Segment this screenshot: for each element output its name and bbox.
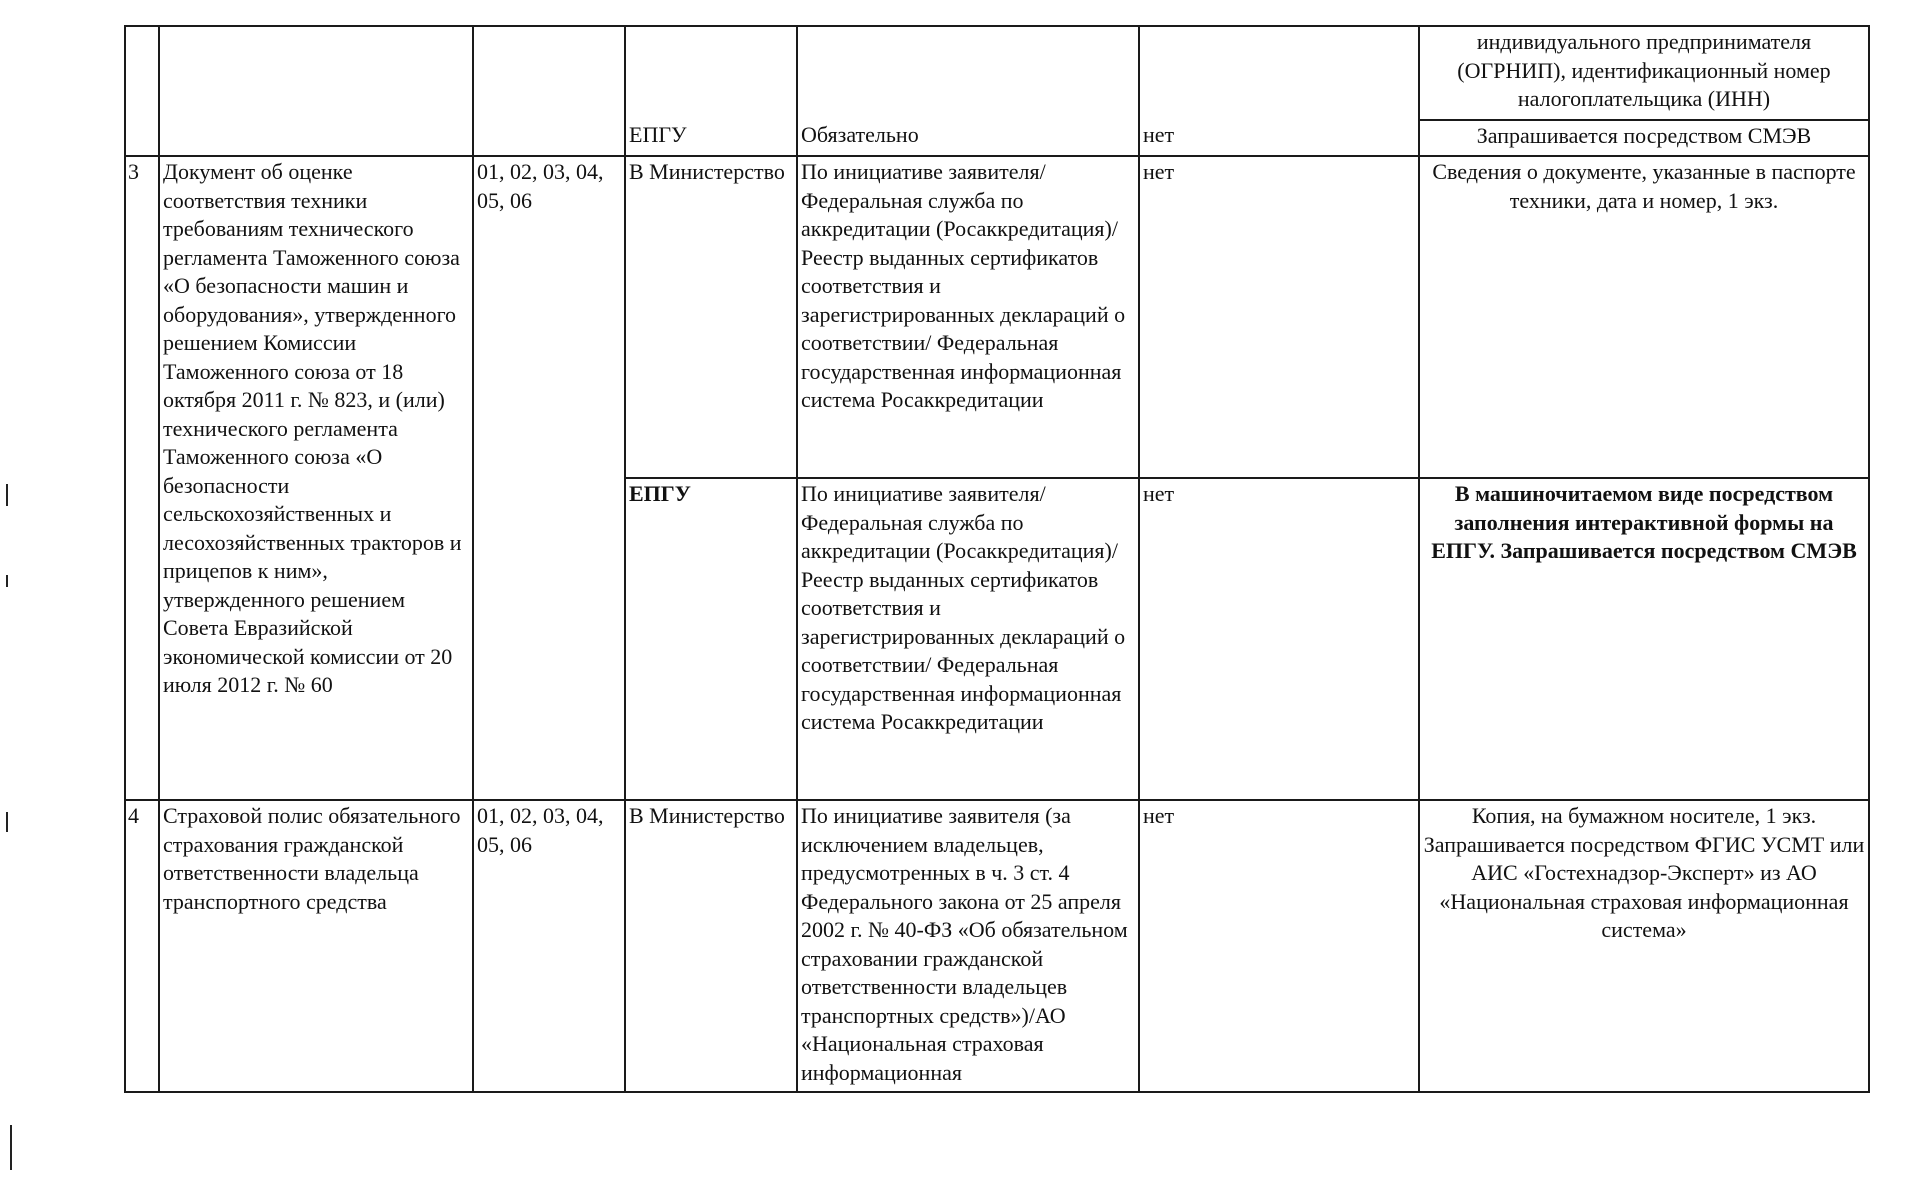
- document-cell: Страховой полис обязательного страхования гражданской ответственности владельца транспортного средства: [159, 800, 473, 1092]
- table-row: [125, 800, 1869, 1092]
- scan-margin-mark: [10, 1125, 12, 1170]
- note-cell: В машиночитаемом виде посредством заполнения интерактивной формы на ЕПГУ. Запрашивается посредством СМЭВ: [1419, 478, 1869, 800]
- channel-cell: ЕПГУ: [625, 478, 797, 800]
- codes-cell: 01, 02, 03, 04, 05, 06: [473, 156, 625, 800]
- codes-cell: 01, 02, 03, 04, 05, 06: [473, 800, 625, 1092]
- fee-cell: нет: [1139, 156, 1419, 478]
- row-number-cell: 3: [125, 156, 159, 800]
- codes-cell: [473, 26, 625, 156]
- note-cell: индивидуального предпринимателя (ОГРНИП), идентификационный номер налогоплательщика (ИНН): [1419, 26, 1869, 120]
- row-number-cell: [125, 26, 159, 156]
- requirement-cell: [797, 26, 1139, 120]
- document-cell: [159, 26, 473, 156]
- scan-margin-mark: [6, 575, 8, 587]
- document-cell: Документ об оценке соответствия техники требованиям технического регламента Таможенного союза «О безопасности машин и оборудования», утвержденного решением Комиссии Таможенного союза от 18 октября 2011 г. № 823, и (или) технического регламента Таможенного союза «О безопасности сельскохозяйственных и лесохозяйственных тракторов и прицепов к ним», утвержденного решением Совета Евразийской экономической комиссии от 20 июля 2012 г. № 60: [159, 156, 473, 800]
- note-cell: Запрашивается посредством СМЭВ: [1419, 120, 1869, 156]
- note-cell: Копия, на бумажном носителе, 1 экз. Запрашивается посредством ФГИС УСМТ или АИС «Гостехнадзор-Эксперт» из АО «Национальная страховая информационная система»: [1419, 800, 1869, 1092]
- document-table: [124, 25, 1870, 1093]
- requirement-cell: По инициативе заявителя/ Федеральная служба по аккредитации (Росаккредитация)/Реестр выданных сертификатов соответствия и зарегистрированных деклараций о соответствии/ Федеральная государственная информационная система Росаккредитации: [797, 478, 1139, 800]
- table-row: [125, 156, 1869, 478]
- fee-cell: нет: [1139, 800, 1419, 1092]
- fee-cell: [1139, 26, 1419, 120]
- scan-margin-mark: [6, 484, 8, 506]
- channel-cell: [625, 26, 797, 120]
- table-row: [125, 26, 1869, 120]
- note-cell: Сведения о документе, указанные в паспорте техники, дата и номер, 1 экз.: [1419, 156, 1869, 478]
- requirement-cell: Обязательно: [797, 120, 1139, 156]
- fee-cell: нет: [1139, 478, 1419, 800]
- channel-cell: В Министерство: [625, 156, 797, 478]
- row-number-cell: 4: [125, 800, 159, 1092]
- requirement-cell: По инициативе заявителя/ Федеральная служба по аккредитации (Росаккредитация)/Реестр выданных сертификатов соответствия и зарегистрированных деклараций о соответствии/ Федеральная государственная информационная система Росаккредитации: [797, 156, 1139, 478]
- fee-cell: нет: [1139, 120, 1419, 156]
- scan-margin-mark: [6, 812, 8, 832]
- channel-cell: ЕПГУ: [625, 120, 797, 156]
- channel-cell: В Министерство: [625, 800, 797, 1092]
- requirement-cell: По инициативе заявителя (за исключением владельцев, предусмотренных в ч. 3 ст. 4 Федерального закона от 25 апреля 2002 г. № 40-ФЗ «Об обязательном страховании гражданской ответственности владельцев транспортных средств»)/АО «Национальная страховая информационная: [797, 800, 1139, 1092]
